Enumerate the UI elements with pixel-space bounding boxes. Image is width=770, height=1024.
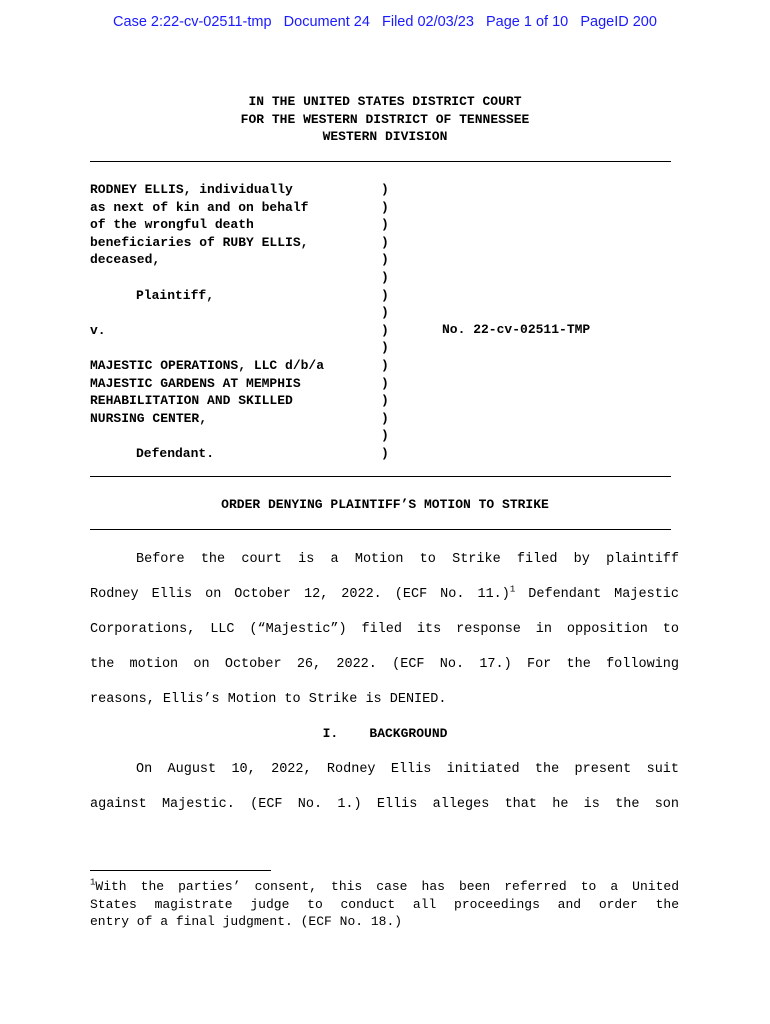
background-line: against Majestic. (ECF No. 1.) Ellis alleges that he is the son — [90, 797, 679, 812]
paren: ) — [381, 199, 389, 215]
court-heading — [0, 93, 770, 146]
footnote-line: entry of a final judgment. (ECF No. 18.) — [90, 914, 403, 930]
paren: ) — [381, 340, 389, 356]
footnote-line: With the parties’ consent, this case has been referred to a United — [95, 879, 679, 894]
plaintiff-line: beneficiaries of RUBY ELLIS, — [90, 234, 309, 250]
footnote-ref[interactable]: 1 — [509, 584, 516, 595]
order-title: ORDER DENYING PLAINTIFF’S MOTION TO STRIKE — [221, 497, 549, 512]
paren: ) — [381, 305, 389, 321]
plaintiff-line: deceased, — [90, 252, 161, 268]
defendant-line: NURSING CENTER, — [90, 410, 208, 426]
footnote-line: States magistrate judge to conduct all proceedings and order the — [90, 896, 679, 912]
paren: ) — [381, 269, 389, 285]
header-pageid: PageID 200 — [580, 14, 657, 30]
header-case: Case 2:22-cv-02511-tmp — [113, 14, 272, 30]
footnote-divider — [90, 870, 271, 871]
header-document: Document 24 — [283, 14, 370, 30]
intro-line-2: Rodney Ellis on October 12, 2022. (ECF No. 11.)$^1$ Defendant Majestic — [90, 584, 679, 602]
paren: ) — [381, 234, 389, 250]
caption-parties — [90, 181, 324, 463]
plaintiff-line: of the wrongful death — [90, 217, 254, 233]
paren: ) — [381, 410, 389, 426]
intro-line: Before the court is a Motion to Strike filed by plaintiff — [136, 552, 679, 567]
caption-parens — [381, 181, 389, 463]
footnote — [90, 878, 679, 931]
section-heading — [0, 726, 770, 741]
court-line-2: FOR THE WESTERN DISTRICT OF TENNESSEE — [240, 111, 530, 127]
divider-top — [90, 161, 671, 162]
case-caption — [90, 181, 690, 471]
paren: ) — [381, 393, 389, 409]
divider-title-bottom — [90, 529, 671, 530]
versus: v. — [90, 322, 106, 338]
paren: ) — [381, 375, 389, 391]
footnote-marker: 1 — [90, 877, 96, 888]
intro-line: reasons, Ellis’s Motion to Strike is DENIED. — [90, 692, 447, 707]
paren: ) — [381, 322, 389, 338]
plaintiff-line: RODNEY ELLIS, individually — [90, 182, 293, 197]
paren: ) — [381, 287, 389, 303]
plaintiff-role: Plaintiff, — [136, 287, 215, 303]
intro-paragraph — [90, 542, 679, 717]
section-number: I. — [322, 726, 339, 741]
plaintiff-line: as next of kin and on behalf — [90, 199, 309, 215]
paren: ) — [381, 357, 389, 373]
court-line-3: WESTERN DIVISION — [322, 129, 448, 145]
intro-line: Corporations, LLC (“Majestic”) filed its response in opposition to — [90, 622, 679, 637]
paren: ) — [381, 428, 389, 444]
defendant-line: REHABILITATION AND SKILLED — [90, 393, 293, 409]
court-line-1: IN THE UNITED STATES DISTRICT COURT — [248, 94, 522, 109]
background-line: On August 10, 2022, Rodney Ellis initiated the present suit — [136, 762, 679, 777]
paren: ) — [381, 182, 389, 197]
paren: ) — [381, 445, 389, 461]
header-filed: Filed 02/03/23 — [382, 14, 474, 30]
filing-header — [0, 14, 770, 30]
defendant-line: MAJESTIC OPERATIONS, LLC d/b/a — [90, 357, 325, 373]
intro-line: the motion on October 26, 2022. (ECF No. 17.) For the following — [90, 657, 679, 672]
section-title: BACKGROUND — [369, 726, 448, 741]
background-paragraph — [90, 752, 679, 822]
paren: ) — [381, 217, 389, 233]
defendant-role: Defendant. — [136, 445, 215, 461]
defendant-line: MAJESTIC GARDENS AT MEMPHIS — [90, 375, 301, 391]
case-number: No. 22-cv-02511-TMP — [442, 322, 591, 337]
header-page: Page 1 of 10 — [486, 14, 569, 30]
divider-caption-bottom — [90, 476, 671, 477]
paren: ) — [381, 252, 389, 268]
